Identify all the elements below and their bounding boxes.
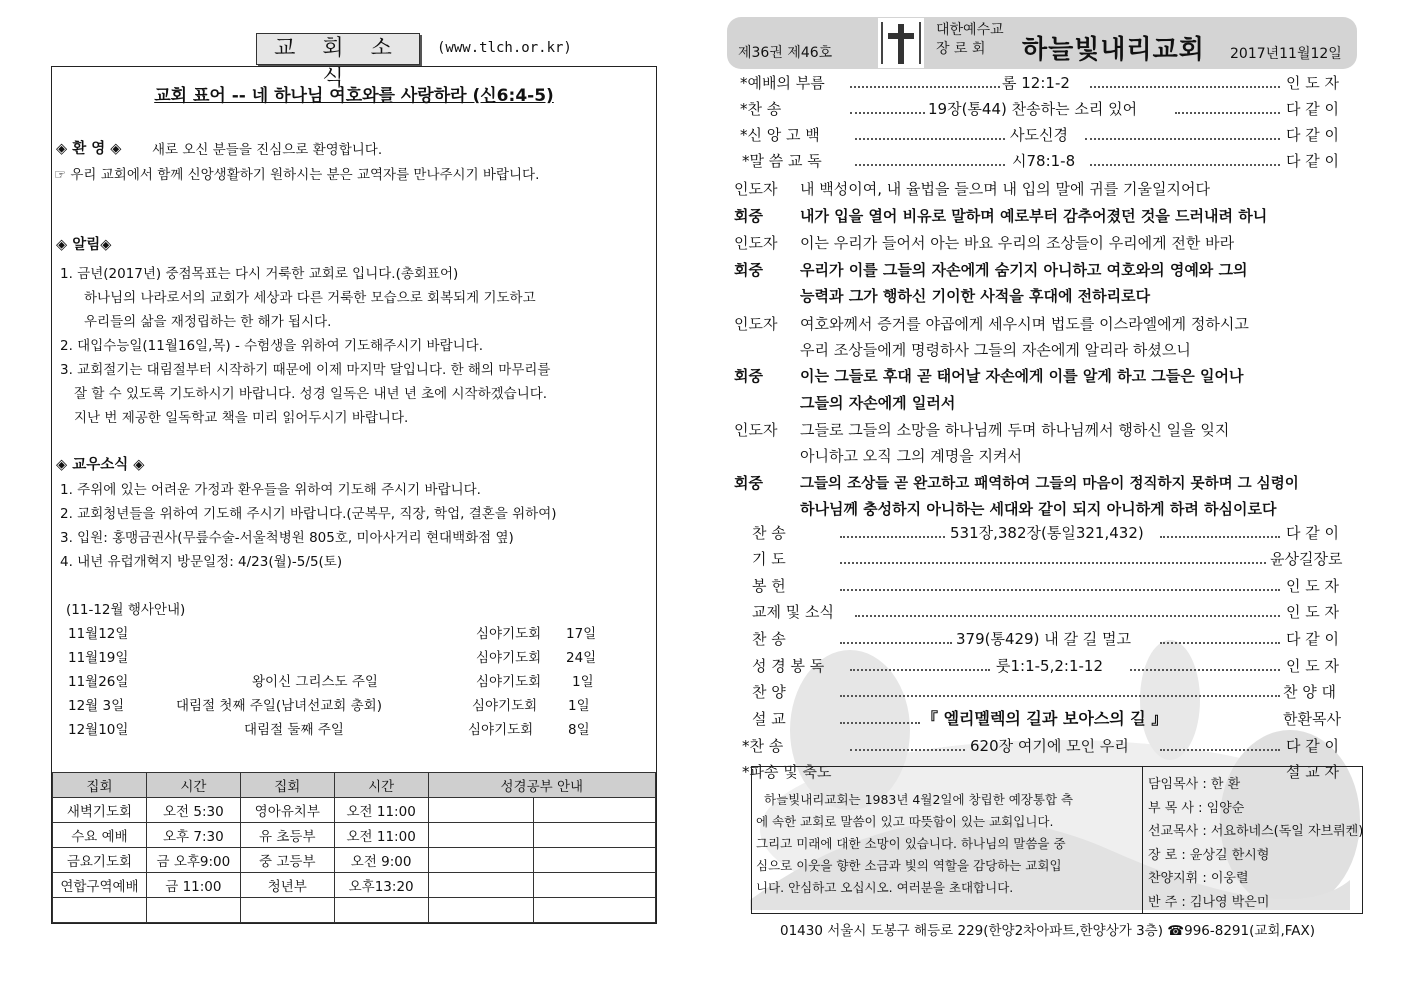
table-row [53,848,656,873]
staff-entry: 담임목사 : 한 환 [1148,777,1241,792]
affairs-line: 3. 입원: 홍맹금권사(무릎수술-서울척병원 805호, 미아사거리 현대백화점 옆) [60,530,514,546]
welcome-note: ☞ 우리 교회에서 함께 신앙생활하기 원하시는 분은 교역자를 만나주시기 바랍니다. [54,167,540,183]
event-date: 11월26일 [68,674,129,690]
order-item: 기 도 [752,550,786,568]
notice-heading: ◈ 알림◈ [56,237,112,253]
bulletin-date: 2017년11월12일 [1230,46,1342,62]
intro-line: 하늘빛내리교회는 1983년 4월2일에 창립한 예장통합 측 [764,792,1074,807]
church-address: 01430 서울시 도봉구 해등로 229(한양2차아파트,한양상가 3층) ☎996-8291(교회,FAX) [780,923,1316,939]
table-cell [240,898,334,923]
table-row [53,798,656,823]
table-cell [428,798,534,823]
table-header: 성경공부 안내 [428,773,655,798]
table-cell: 수요 예배 [53,823,147,848]
order-leader: 다 같 이 [1286,524,1340,542]
reading-line: 우리가 이를 그들의 자손에게 숨기지 아니하고 여호와의 영예와 그의 [800,261,1248,279]
table-header: 시간 [334,773,428,798]
church-motto: 교회 표어 -- 네 하나님 여호와를 사랑하라 (신6:4-5) [154,86,554,106]
event-day: 24일 [566,650,597,666]
order-leader: 다 같 이 [1286,126,1340,144]
table-cell: 오전 11:00 [334,823,428,848]
welcome-text: 새로 오신 분들을 진심으로 환영합니다. [152,142,383,158]
table-cell: 유 초등부 [240,823,334,848]
order-item: 봉 헌 [752,577,786,595]
table-cell [428,823,534,848]
event-day: 17일 [566,626,597,642]
table-cell [534,798,656,823]
event-day: 1일 [568,698,590,714]
table-cell [428,898,534,923]
table-cell [428,873,534,898]
order-content: 620장 여기에 모인 우리 [970,737,1129,755]
event-day: 8일 [568,722,590,738]
order-leader: 인 도 자 [1286,657,1340,675]
order-leader: 인 도 자 [1286,577,1340,595]
event-name: 대림절 첫째 주일(남녀선교회 총회) [176,698,382,714]
event-prayer: 심야기도회 [472,698,538,714]
reading-role: 회중 [734,367,763,385]
event-name: 왕이신 그리스도 주일 [252,674,378,690]
reading-role: 인도자 [734,315,778,333]
table-cell: 오후 7:30 [146,823,240,848]
table-cell: 금 11:00 [146,873,240,898]
table-row [53,898,656,923]
volume-number: 제36권 제46호 [738,45,833,61]
table-cell [146,898,240,923]
reading-role: 인도자 [734,421,778,439]
sermon-title: 『 엘리멜렉의 길과 보아스의 길 』 [922,709,1168,728]
table-cell: 새벽기도회 [53,798,147,823]
table-cell: 오전 5:30 [146,798,240,823]
reading-line: 우리 조상들에게 명령하사 그들의 자손에게 알리라 하셨으니 [800,341,1191,359]
order-item: *예배의 부름 [740,74,825,92]
order-content: 룻1:1-5,2:1-12 [996,657,1103,675]
order-leader: 다 같 이 [1286,152,1340,170]
table-cell: 영아유치부 [240,798,334,823]
notice-line: 우리들의 삶을 재정립하는 한 해가 됩시다. [84,314,332,330]
order-leader: 인 도 자 [1286,603,1340,621]
table-cell [534,823,656,848]
table-cell [534,873,656,898]
table-cell: 오전 9:00 [334,848,428,873]
table-cell: 금 오후9:00 [146,848,240,873]
table-cell: 금요기도회 [53,848,147,873]
order-leader: 찬 양 대 [1283,683,1337,701]
order-content: 시78:1-8 [1012,152,1076,170]
event-day: 1일 [572,674,594,690]
order-leader: 윤상길장로 [1270,550,1343,568]
cross-logo-icon [878,18,924,68]
table-cell [334,898,428,923]
table-cell: 오전 11:00 [334,798,428,823]
order-item: 찬 양 [752,683,786,701]
order-item: 찬 송 [752,524,786,542]
order-leader: 설 교 자 [1286,763,1340,781]
affairs-heading: ◈ 교우소식 ◈ [56,457,145,473]
reading-role: 인도자 [734,234,778,252]
order-content: 531장,382장(통일321,432) [950,524,1144,542]
reading-line: 내가 입을 열어 비유로 말하며 예로부터 감추어졌던 것을 드러내려 하니 [800,207,1268,225]
staff-entry: 장 로 : 윤상길 한시형 [1148,847,1270,863]
order-item: *파송 및 축도 [742,763,832,781]
order-item: 찬 송 [752,630,786,648]
table-cell [534,898,656,923]
table-cell [428,848,534,873]
table-header: 시간 [146,773,240,798]
table-cell: 연합구역예배 [53,873,147,898]
event-date: 11월12일 [68,626,129,642]
reading-line: 내 백성이여, 내 율법을 들으며 내 입의 말에 귀를 기울일지어다 [800,180,1210,198]
order-leader: 한환목사 [1283,710,1341,728]
event-prayer: 심야기도회 [468,722,534,738]
reading-role: 회중 [734,261,763,279]
affairs-line: 2. 교회청년들을 위하여 기도해 주시기 바랍니다.(군복무, 직장, 학업, 결혼을 위하여) [60,506,557,522]
order-content: 사도신경 [1010,126,1068,144]
table-cell: 중 고등부 [240,848,334,873]
notice-line: 잘 할 수 있도록 기도하시기 바랍니다. 성경 일독은 내년 년 초에 시작하겠습니다. [74,386,548,402]
reading-line: 이는 그들로 후대 곧 태어날 자손에게 이를 알게 하고 그들은 일어나 [800,367,1244,385]
welcome-heading: ◈ 환 영 ◈ [56,141,122,157]
order-item: 성 경 봉 독 [752,657,825,675]
denomination-line: 장 로 회 [936,41,986,57]
intro-line: 심으로 이웃을 향한 소금과 빛의 역할을 감당하는 교회입 [756,858,1062,873]
order-item: 설 교 [752,710,786,728]
intro-line: 니다. 안심하고 오십시오. 여러분을 초대합니다. [756,880,1014,895]
reading-line: 하나님께 충성하지 아니하는 세대와 같이 되지 아니하게 하려 하심이로다 [800,500,1277,518]
affairs-line: 4. 내년 유럽개혁지 방문일정: 4/23(월)-5/5(토) [60,554,343,570]
table-cell: 청년부 [240,873,334,898]
order-item: *말 씀 교 독 [742,152,822,170]
order-item: *찬 송 [740,100,782,118]
news-title: 교 회 소 식 [256,33,420,65]
events-title: (11-12월 행사안내) [66,602,186,618]
table-header: 집회 [240,773,334,798]
table-header-row [53,773,656,798]
staff-entry: 반 주 : 김나영 박은미 [1148,894,1270,910]
reading-line: 아니하고 오직 그의 계명을 지켜서 [800,447,1022,465]
reading-line: 그들로 그들의 소망을 하나님께 두며 하나님께서 행하신 일을 잊지 [800,421,1230,439]
table-row [53,823,656,848]
event-date: 11월19일 [68,650,129,666]
reading-line: 여호와께서 증거를 야곱에게 세우시며 법도를 이스라엘에게 정하시고 [800,315,1249,333]
event-name: 대림절 둘째 주일 [244,722,344,738]
table-row [53,873,656,898]
order-content: 379(통429) 내 갈 길 멀고 [956,630,1131,648]
table-cell [534,848,656,873]
table-header: 집회 [53,773,147,798]
notice-line: 2. 대입수능일(11월16일,목) - 수험생을 위하여 기도해주시기 바랍니다. [60,338,483,354]
denomination [936,21,1004,59]
affairs-line: 1. 주위에 있는 어려운 가정과 환우들을 위하여 기도해 주시기 바랍니다. [60,482,481,498]
event-date: 12월10일 [68,722,129,738]
reading-line: 그들의 조상들 곧 완고하고 패역하여 그들의 마음이 정직하지 못하며 그 심령이 [800,476,1299,492]
intro-line: 그리고 미래에 대한 소망이 있습니다. 하나님의 말씀을 중 [756,836,1066,851]
notice-line: 지난 번 제공한 일독학교 책을 미리 읽어두시기 바랍니다. [74,410,409,426]
reading-role: 인도자 [734,180,778,198]
order-content: 롬 12:1-2 [1002,74,1070,92]
reading-role: 회중 [734,474,763,492]
reading-line: 이는 우리가 들어서 아는 바요 우리의 조상들이 우리에게 전한 바라 [800,234,1235,252]
notice-line: 하나님의 나라로서의 교회가 세상과 다른 거룩한 모습으로 회복되게 기도하고 [84,290,536,306]
church-info-box [751,766,1363,914]
order-item: *신 앙 고 백 [740,126,820,144]
order-leader: 다 같 이 [1286,630,1340,648]
order-item: 교제 및 소식 [752,603,834,621]
order-leader: 다 같 이 [1286,737,1340,755]
event-prayer: 심야기도회 [476,626,542,642]
intro-line: 에 속한 교회로 말씀이 있고 따뜻함이 있는 교회입니다. [756,814,1054,829]
notice-line: 3. 교회절기는 대림절부터 시작하기 때문에 이제 마지막 달입니다. 한 해의 마무리를 [60,362,551,378]
denomination-line: 대한예수교 [936,22,1004,38]
staff-entry: 찬양지휘 : 이웅렬 [1148,871,1249,886]
event-prayer: 심야기도회 [476,650,542,666]
reading-line: 능력과 그가 행하신 기이한 사적을 후대에 전하리로다 [800,287,1151,305]
staff-entry: 선교목사 : 서요하네스(독일 자브뤼켄) [1148,824,1364,839]
event-date: 12월 3일 [68,698,125,714]
order-content: 19장(통44) 찬송하는 소리 있어 [928,100,1138,118]
order-leader: 인 도 자 [1286,74,1340,92]
reading-line: 그들의 자손에게 일러서 [800,394,956,412]
reading-role: 회중 [734,207,763,225]
table-cell [53,898,147,923]
order-item: *찬 송 [742,737,784,755]
church-intro [756,789,1073,899]
table-cell: 오후13:20 [334,873,428,898]
church-name: 하늘빛내리교회 [1022,35,1205,65]
order-leader: 다 같 이 [1286,100,1340,118]
news-panel [51,66,657,924]
event-prayer: 심야기도회 [476,674,542,690]
staff-list [1148,773,1363,914]
staff-entry: 부 목 사 : 임양순 [1148,800,1245,816]
notice-line: 1. 금년(2017년) 중점목표는 다시 거룩한 교회로 입니다.(총회표어) [60,266,459,282]
meeting-schedule-table [52,772,656,923]
website-url[interactable]: (www.tlch.or.kr) [437,40,572,56]
